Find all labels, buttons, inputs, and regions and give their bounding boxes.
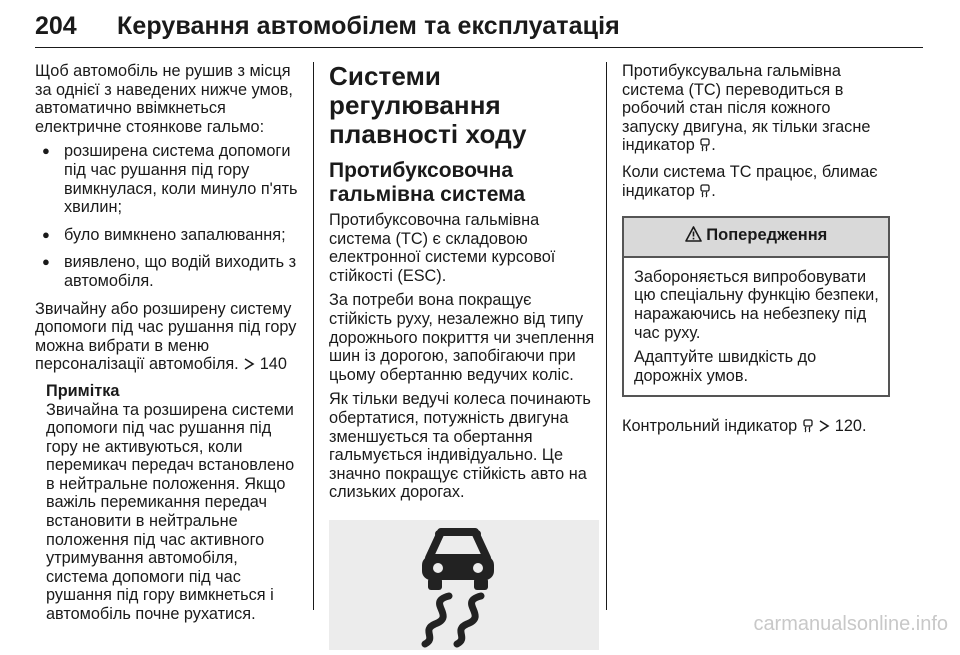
- personalization-paragraph: [35, 300, 303, 376]
- list-item: ● було вимкнено запалювання;: [35, 226, 303, 245]
- paragraph: Протибуксувальна гальмівна система (ТС) переводиться в робочий стан після кожного запуску двигуна, як тільки згасне індикатор .: [622, 62, 890, 157]
- page-reference-arrow-icon: [243, 357, 255, 376]
- list-item: ● виявлено, що водій виходить з автомобіля.: [35, 253, 303, 290]
- paragraph: Коли система ТС працює, блимає індикатор .: [622, 163, 890, 202]
- header-rule: [35, 47, 923, 48]
- traction-control-indicator-icon: [699, 184, 711, 203]
- page-title: Керування автомобілем та експлуатація: [117, 12, 620, 40]
- warning-header: [624, 218, 888, 258]
- traction-control-figure: [329, 520, 599, 650]
- warning-paragraph: Адаптуйте швидкість до дорожніх умов.: [634, 348, 817, 385]
- page-reference-link[interactable]: 140: [259, 355, 287, 374]
- column-2: [329, 62, 599, 650]
- tc-blink-text: Коли система ТС працює, блимає індикатор: [622, 162, 878, 200]
- intro-paragraph: Щоб автомобіль не рушив з місця за однієї з наведених нижче умов, автоматично ввімкнеться електричне стоянкове гальмо:: [35, 62, 293, 136]
- condition-list: [35, 142, 303, 290]
- note-text: Звичайна та розширена системи допомоги під час рушання під гору не активуються, коли перемикач передач встановлено в нейтральне положення. Якщо важіль перемикання передач встановити в нейтральне положення під час активного утримування автомобіля, система допомоги під час рушання під гору вимкнеться і автомобіль почне рухатися.: [46, 400, 295, 624]
- subsection-heading: Протибуксовочна гальмівна система: [329, 159, 526, 206]
- paragraph: За потреби вона покращує стійкість руху, незалежно від типу дорожнього покриття чи зчеплення шин із дорогою, запобігаючи при цьому обертанню ведучих коліс.: [329, 291, 595, 384]
- warning-body: [624, 258, 888, 396]
- traction-control-car-skid-icon: [329, 520, 599, 650]
- section-heading: Системи регулювання плавності ходу: [329, 61, 527, 149]
- column-3: [622, 62, 890, 444]
- page-number: 204: [35, 12, 77, 40]
- paragraph: [622, 417, 890, 438]
- page-header: [35, 6, 923, 46]
- note-block: [46, 382, 303, 624]
- column-divider-1: [313, 62, 314, 610]
- warning-paragraph: Забороняється випробовувати цю спеціальну функцію безпеки, наражаючись на небезпеку під час руху.: [634, 267, 879, 342]
- tc-startup-text: Протибуксувальна гальмівна система (ТС) переводиться в робочий стан після кожного запуску двигуна, як тільки згасне індикатор: [622, 62, 871, 155]
- page-reference-arrow-icon: [818, 419, 830, 438]
- paragraph: Протибуксовочна гальмівна система (ТС) є складовою електронної системи курсової стійкості (ESC).: [329, 211, 556, 285]
- warning-title: Попередження: [706, 226, 828, 245]
- warning-triangle-icon: [685, 226, 702, 247]
- warning-box: [622, 216, 890, 397]
- list-item: ● розширена система допомоги під час рушання під гору вимкнулася, коли минуло п'ять хвилин;: [35, 142, 303, 216]
- column-divider-2: [606, 62, 607, 610]
- page-reference-link[interactable]: 120.: [834, 417, 867, 436]
- watermark: carmanualsonline.info: [753, 613, 948, 635]
- traction-control-indicator-icon: [699, 138, 711, 157]
- note-title: Примітка: [46, 381, 120, 400]
- column-1: [35, 62, 303, 624]
- personalization-text: Звичайну або розширену систему допомоги під час рушання під гору можна вибрати в меню персоналізації автомобіля.: [35, 299, 297, 374]
- indicator-text: Контрольний індикатор: [622, 417, 798, 436]
- traction-control-indicator-icon: [802, 419, 814, 438]
- paragraph: Як тільки ведучі колеса починають обертатися, потужність двигуна зменшується та обертання гальмується індивідуально. Це значно покращує стійкість авто на слизьких дорогах.: [329, 390, 591, 502]
